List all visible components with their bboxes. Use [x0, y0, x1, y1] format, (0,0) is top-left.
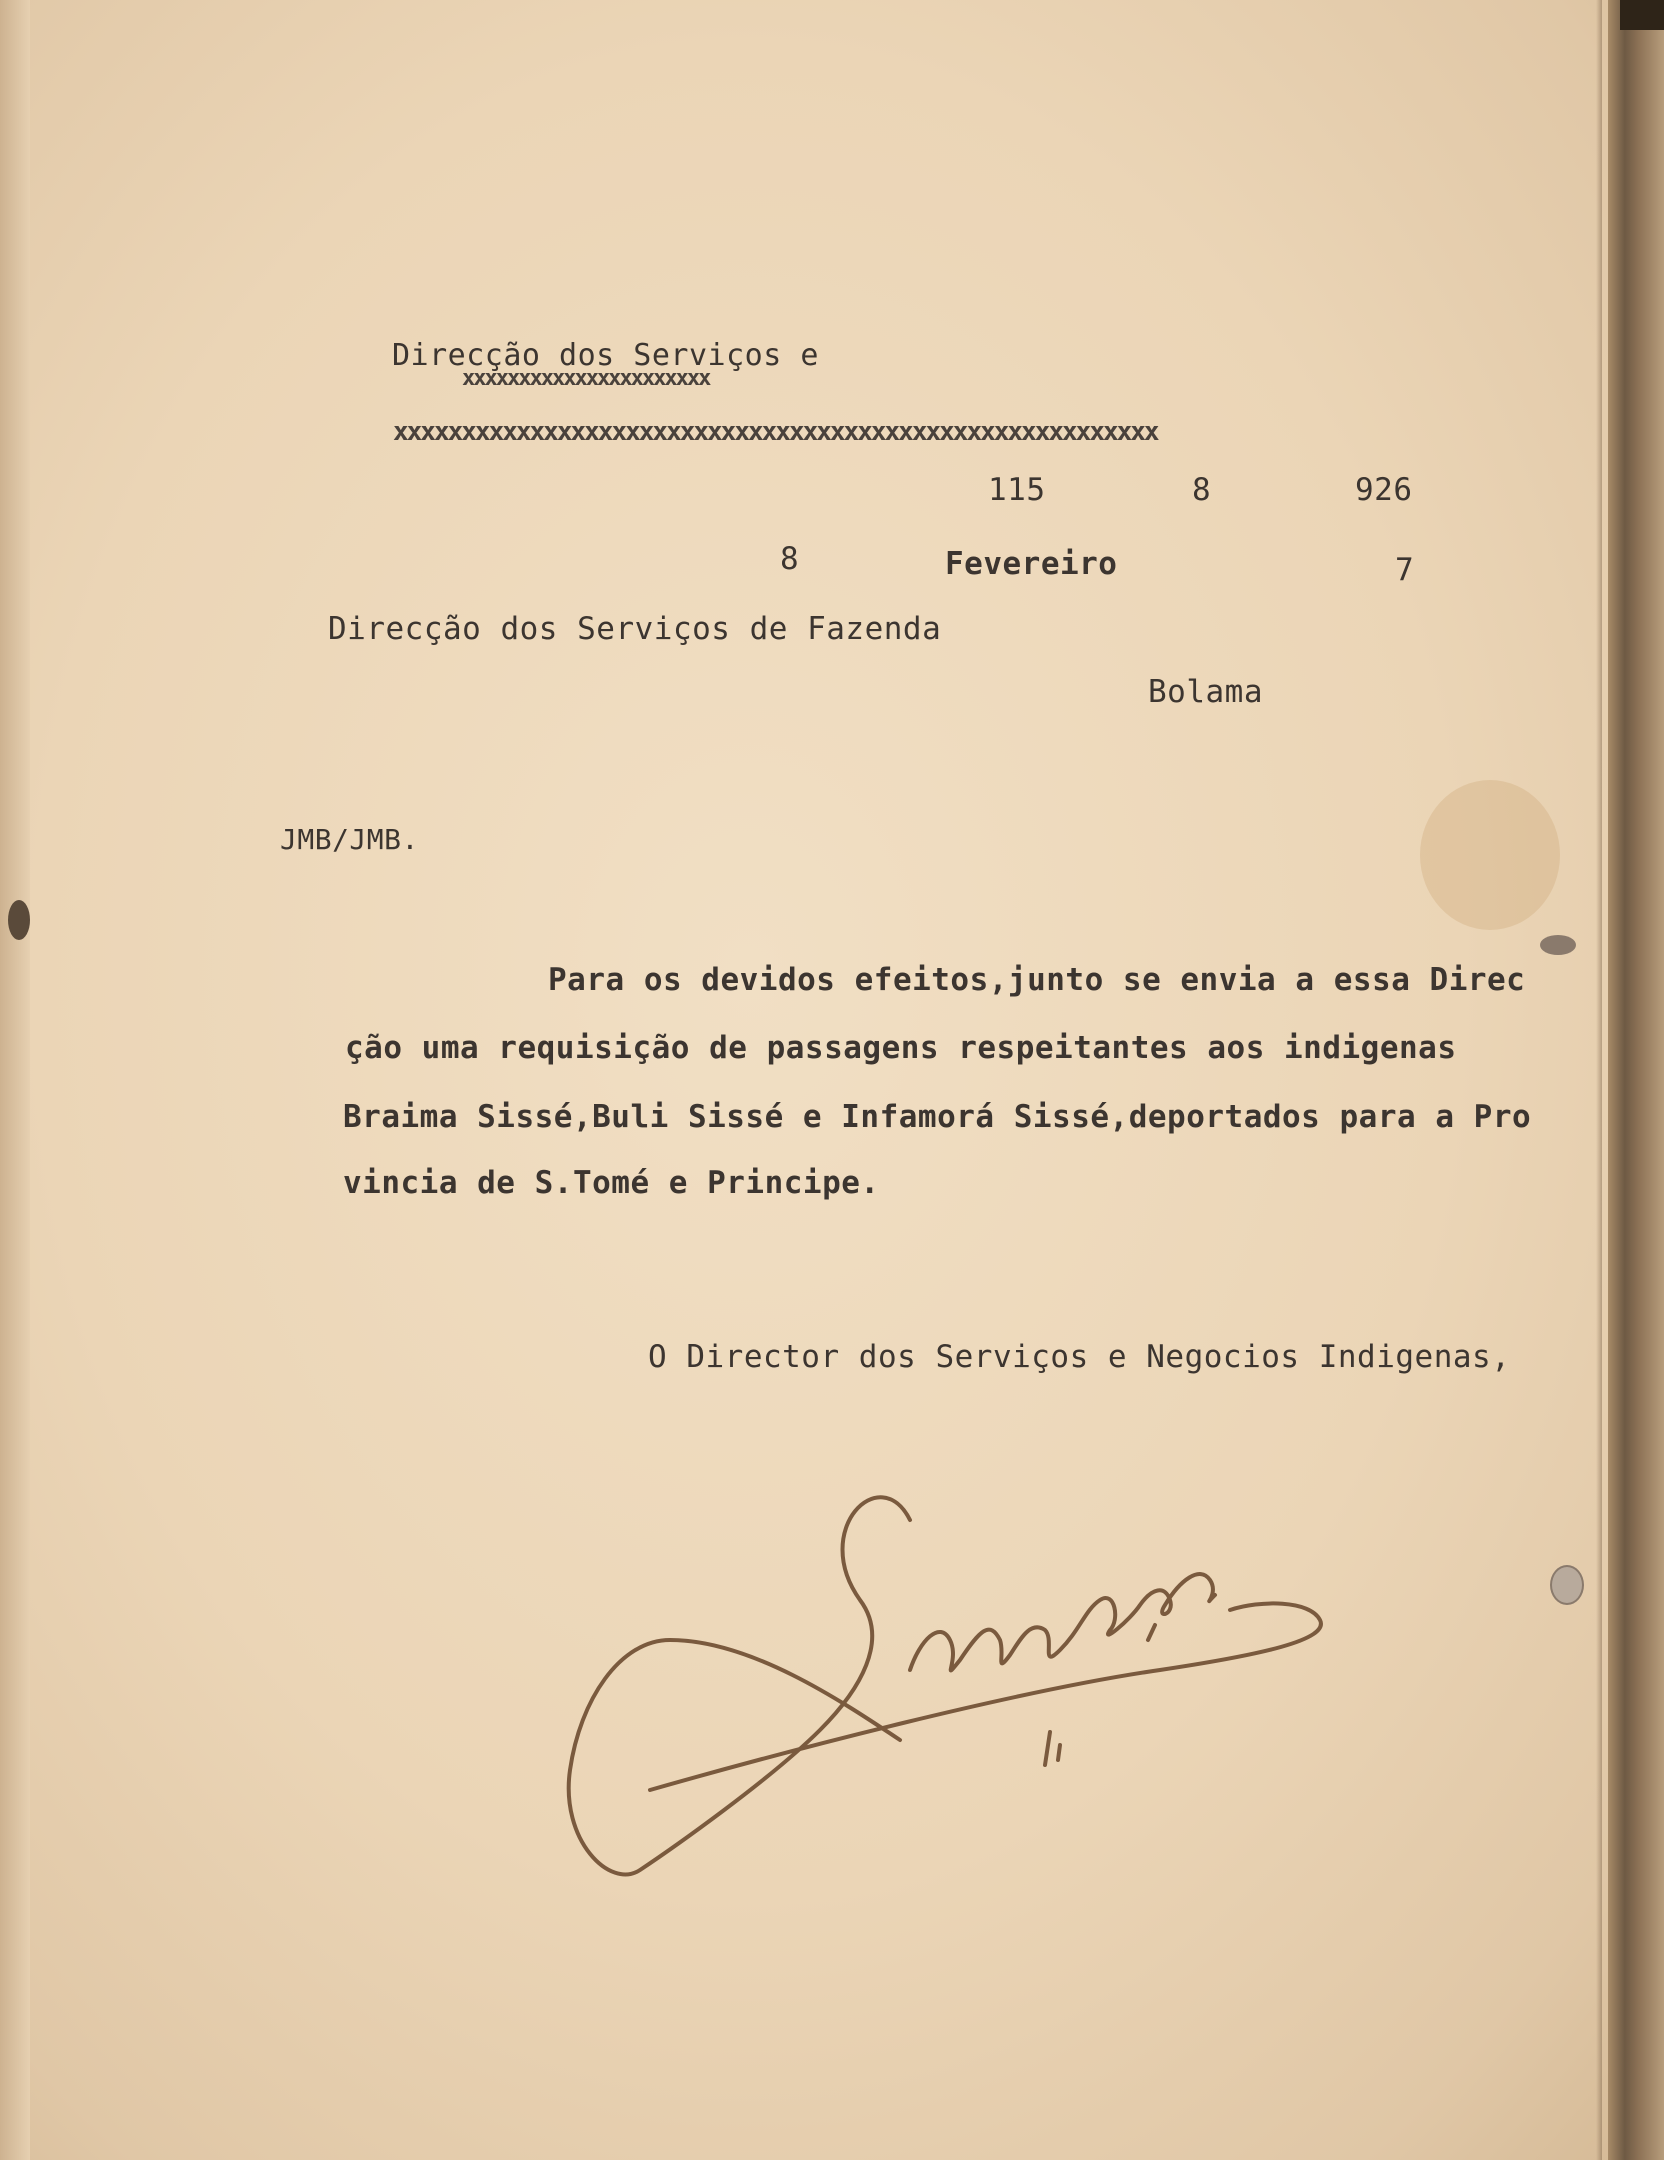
corner-shadow — [1620, 0, 1664, 30]
reference-year: 926 — [1355, 472, 1413, 508]
paper-stain — [1420, 780, 1560, 930]
date-year-digit: 7 — [1395, 552, 1415, 588]
reference-series: 8 — [1192, 472, 1212, 508]
body-line-1: Para os devidos efeitos,junto se envia a essa Direc — [548, 962, 1526, 998]
body-line-3: Braima Sissé,Buli Sissé e Infamorá Sissé,deportados para a Pro — [343, 1099, 1532, 1135]
struck-out-line-long: xxxxxxxxxxxxxxxxxxxxxxxxxxxxxxxxxxxxxxxxxxxxxxxxxxxxxxxx — [393, 417, 1158, 447]
punch-hole-bottom — [1550, 1565, 1584, 1605]
binding-hole — [8, 900, 30, 940]
page-left-edge — [0, 0, 30, 2160]
recipient-place: Bolama — [1148, 674, 1263, 710]
body-line-2: ção uma requisição de passagens respeitantes aos indigenas — [345, 1030, 1457, 1066]
reference-initials: JMB/JMB. — [280, 823, 419, 856]
department-heading: Direcção dos Serviços e — [392, 338, 819, 373]
closing-title: O Director dos Serviços e Negocios Indigenas, — [648, 1339, 1511, 1375]
date-day: 8 — [780, 541, 800, 577]
body-line-4: vincia de S.Tomé e Principe. — [343, 1165, 880, 1201]
handwritten-signature — [540, 1470, 1360, 1890]
recipient-name: Direcção dos Serviços de Fazenda — [328, 611, 942, 647]
punch-hole-top — [1540, 935, 1576, 955]
page-shadow — [1596, 0, 1602, 2160]
reference-number: 115 — [988, 472, 1046, 508]
date-month: Fevereiro — [945, 546, 1118, 582]
struck-out-line-short: xxxxxxxxxxxxxxxxxxxxxx — [462, 366, 710, 391]
book-spine-edge — [1608, 0, 1664, 2160]
